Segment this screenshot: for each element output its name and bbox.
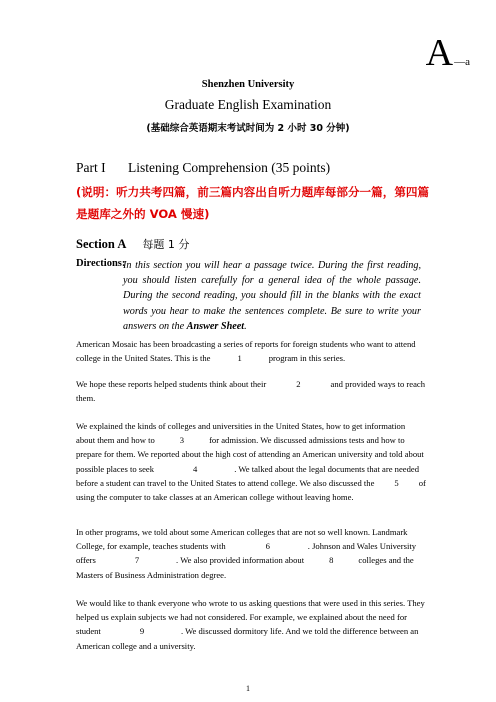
passage-text: . We discussed dormitory life. And we told the difference between an American college and a university. [76, 626, 419, 651]
blank-6: 6 [265, 541, 270, 552]
blank-2: 2 [296, 379, 301, 389]
passage-text: program in this series. [266, 353, 346, 364]
blank-3: 3 [179, 435, 185, 446]
directions-body: In this section you will hear a passage twice. During the first reading, you should listen carefully for a general idea of the whole passage. During the second reading, you should fill in the blanks with the exact words you hear to make the sentences complete. Be sure to write your answers on the [123, 260, 421, 332]
blank-5: 5 [394, 477, 399, 488]
passage-text: We hope these reports helped students think about their [76, 379, 269, 389]
section-label: Section A [76, 237, 127, 251]
directions-text [123, 258, 421, 334]
passage-paragraph-5 [76, 596, 426, 653]
passage-text: for admission. We discussed admissions tests and how to prepare for them. We reported about the high cost of attending an American university and told about possible places to seek [76, 435, 424, 474]
blank-9: 9 [139, 626, 145, 637]
paper-version-mark [426, 34, 470, 81]
exam-title: Graduate English Examination [164, 97, 332, 112]
passage-text: We would like to thank everyone who wrote to us asking questions that were used in this series. They helped us explain subjects we had not considered. For example, we explained about the need for student [76, 598, 425, 637]
blank-1: 1 [237, 353, 242, 364]
exam-duration-note: (基础综合英语期末考试时间为 2 小时 30 分钟) [146, 123, 350, 134]
listening-note: (说明：听力共考四篇，前三篇内容出自听力题库每部分一篇，第四篇是题库之外的 VOA 慢速) [76, 185, 430, 221]
passage-text: of using the computer to take classes at an American college without leaving home. [76, 477, 426, 503]
paper-version-suffix: —a [454, 56, 470, 68]
page-number: 1 [246, 684, 250, 693]
directions-end: . [244, 320, 247, 332]
passage-text: and provided ways to reach them. [76, 379, 426, 404]
section-heading [76, 236, 189, 252]
passage-text: . Johnson and Wales University offers [76, 541, 417, 566]
passage-text: . We also provided information about [176, 555, 307, 566]
passage-paragraph-1 [76, 337, 426, 365]
university-name: Shenzhen University [201, 79, 295, 90]
passage-text: We explained the kinds of colleges and universities in the United States, how to get information about them and how to [76, 421, 406, 446]
paper-version-letter: A [425, 32, 454, 74]
part-number: Part I [76, 160, 106, 175]
passage-text: . We talked about the legal documents that are needed before a student can travel to the United States to attend college. We also discussed the [76, 463, 420, 488]
directions-label: Directions: [76, 258, 126, 269]
passage-text: In other programs, we told about some American colleges that are not so well known. Landmark College, for example, teaches students with [76, 527, 408, 552]
passage-text: American Mosaic has been broadcasting a series of reports for foreign students who want to attend college in the United States. This is the [76, 339, 416, 364]
blank-8: 8 [329, 555, 334, 566]
passage-paragraph-3 [76, 419, 426, 504]
part-title: Listening Comprehension (35 points) [128, 160, 331, 175]
passage-text: colleges and the Masters of Business Administration degree. [76, 555, 414, 580]
part-heading [76, 160, 330, 176]
section-points: 每题 1 分 [142, 238, 190, 251]
blank-7: 7 [134, 555, 140, 566]
answer-sheet-ref: Answer Sheet [186, 320, 245, 332]
passage-paragraph-4 [76, 525, 426, 582]
blank-4: 4 [193, 463, 198, 474]
passage-paragraph-2 [76, 377, 426, 405]
